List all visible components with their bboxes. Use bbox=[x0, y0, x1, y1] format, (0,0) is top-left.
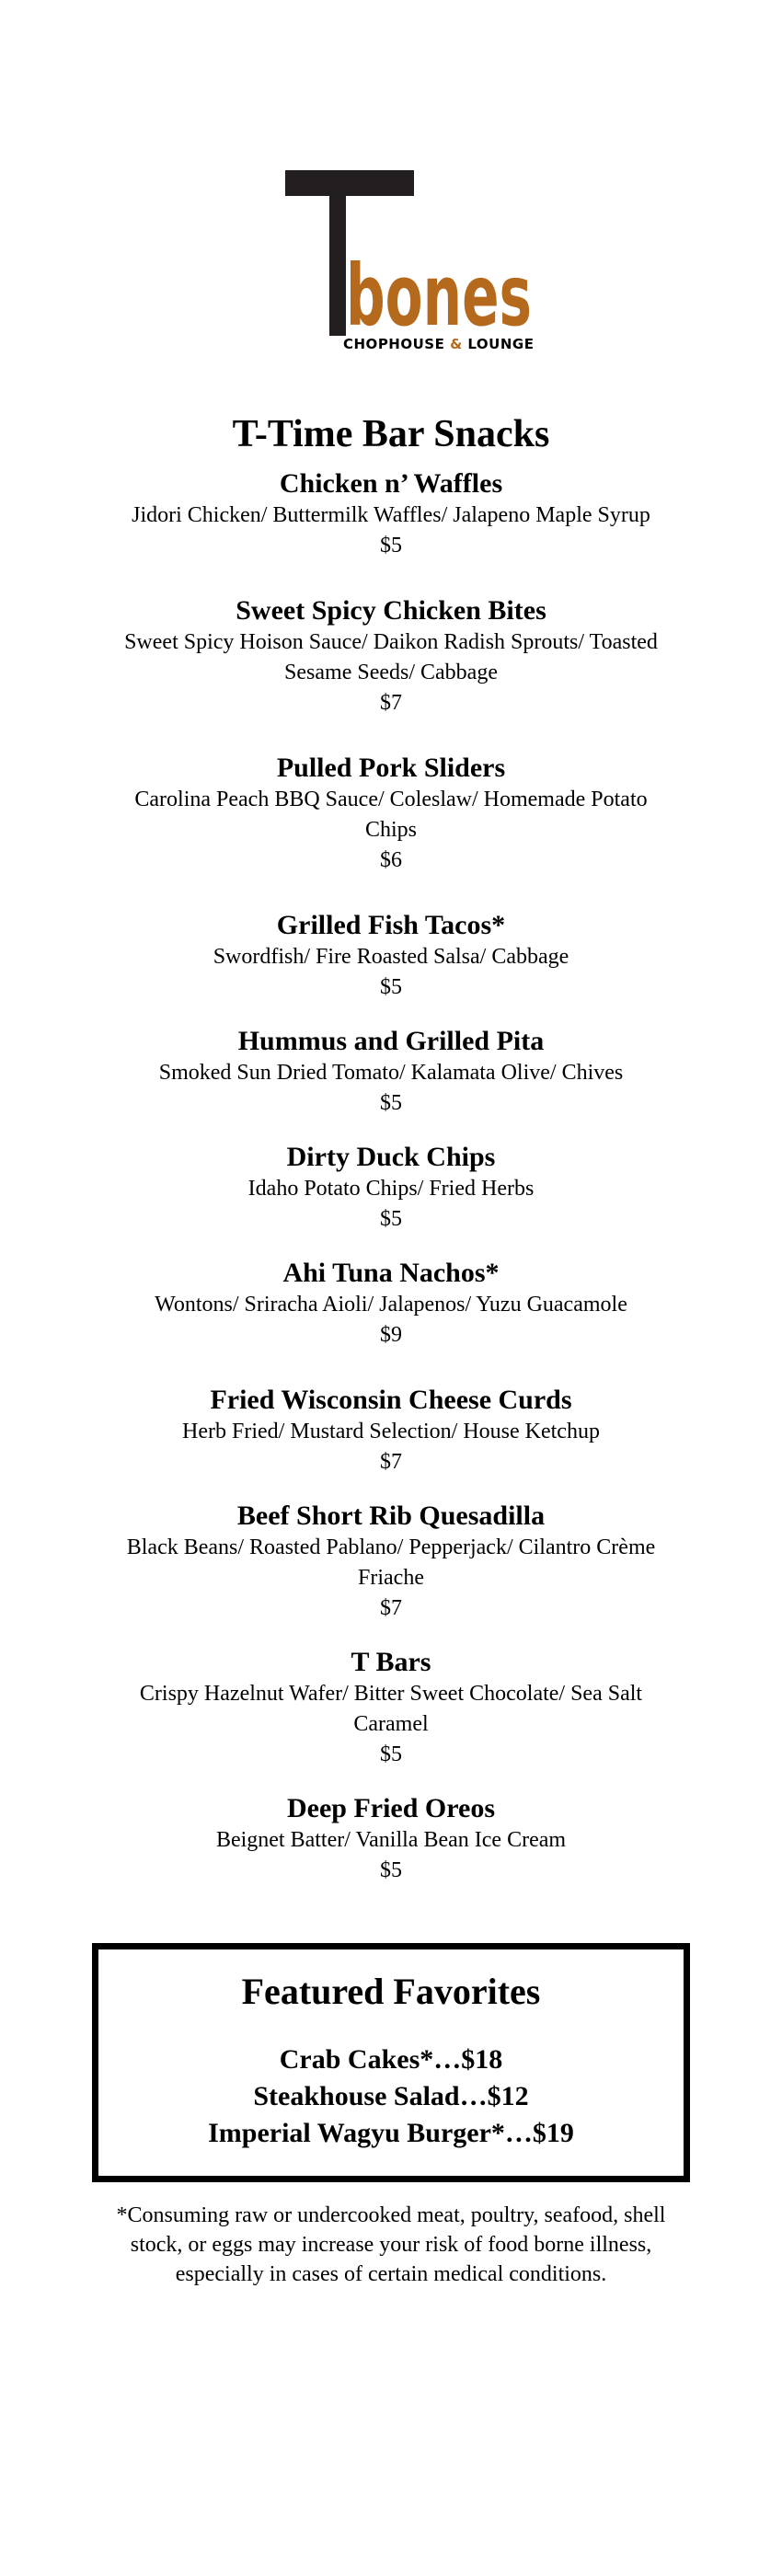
menu-item-description: Jidori Chicken/ Buttermilk Waffles/ Jalapeno Maple Syrup bbox=[132, 503, 650, 527]
menu-item-price: $5 bbox=[380, 1207, 402, 1231]
menu-item-name: Chicken n’ Waffles bbox=[279, 468, 503, 499]
menu-item-price: $5 bbox=[380, 975, 402, 999]
menu-item bbox=[110, 594, 672, 719]
logo-subtitle-ampersand: & bbox=[450, 336, 463, 352]
menu-item-description: Herb Fried/ Mustard Selection/ House Ketchup bbox=[182, 1420, 600, 1443]
menu-item-description: Black Beans/ Roasted Pablano/ Pepperjack/ Cilantro Crème Friache bbox=[126, 1535, 656, 1590]
menu-item-description: Wontons/ Sriracha Aioli/ Jalapenos/ Yuzu Guacamole bbox=[155, 1293, 627, 1317]
menu-item-name: Dirty Duck Chips bbox=[286, 1142, 496, 1172]
featured-item: Crab Cakes*…$18 bbox=[279, 2044, 503, 2075]
menu-item bbox=[110, 1025, 672, 1119]
logo-t-stem bbox=[329, 170, 346, 336]
featured-title: Featured Favorites bbox=[241, 1971, 541, 2012]
menu-item-description: Smoked Sun Dried Tomato/ Kalamata Olive/ Chives bbox=[158, 1061, 624, 1085]
menu-item-price: $7 bbox=[380, 691, 402, 715]
menu-item-price: $5 bbox=[380, 1742, 402, 1766]
menu-item-description: Swordfish/ Fire Roasted Salsa/ Cabbage bbox=[213, 945, 569, 969]
menu-item-description: Carolina Peach BBQ Sauce/ Coleslaw/ Homemade Potato Chips bbox=[134, 788, 648, 842]
tbones-logo bbox=[285, 170, 534, 363]
menu-item-price: $7 bbox=[380, 1596, 402, 1620]
menu-item bbox=[110, 1646, 672, 1770]
menu-item-price: $6 bbox=[380, 848, 402, 872]
menu-item-price: $9 bbox=[380, 1323, 402, 1347]
menu-item-name: Ahi Tuna Nachos* bbox=[282, 1258, 500, 1288]
menu-item bbox=[110, 1384, 672, 1478]
menu-item-name: Deep Fried Oreos bbox=[286, 1793, 496, 1823]
menu-item bbox=[110, 1792, 672, 1886]
menu-item-price: $5 bbox=[380, 1091, 402, 1115]
menu-item-name: Pulled Pork Sliders bbox=[276, 753, 506, 783]
menu-items-list bbox=[110, 467, 672, 1886]
menu-item-name: Grilled Fish Tacos* bbox=[276, 910, 506, 940]
featured-item: Steakhouse Salad…$12 bbox=[253, 2081, 529, 2111]
menu-item bbox=[110, 1141, 672, 1235]
menu-item-name: Sweet Spicy Chicken Bites bbox=[236, 595, 546, 626]
featured-list bbox=[98, 2041, 684, 2152]
menu-item-description: Crispy Hazelnut Wafer/ Bitter Sweet Chocolate/ Sea Salt Caramel bbox=[139, 1682, 643, 1736]
menu-item bbox=[110, 1500, 672, 1624]
menu-item bbox=[110, 467, 672, 561]
menu-item-description: Sweet Spicy Hoison Sauce/ Daikon Radish Sprouts/ Toasted Sesame Seeds/ Cabbage bbox=[124, 630, 658, 684]
menu-item bbox=[110, 909, 672, 1003]
logo-subtitle-chophouse: CHOPHOUSE bbox=[343, 336, 451, 352]
logo-subtitle bbox=[343, 336, 534, 352]
featured-favorites-box bbox=[92, 1943, 690, 2182]
menu-item-price: $5 bbox=[380, 534, 402, 558]
logo-wordmark: bones bbox=[346, 247, 532, 336]
menu-title: T-Time Bar Snacks bbox=[232, 413, 550, 455]
logo-graphic bbox=[285, 170, 534, 336]
menu-item-description: Beignet Batter/ Vanilla Bean Ice Cream bbox=[215, 1828, 567, 1852]
featured-item: Imperial Wagyu Burger*…$19 bbox=[208, 2118, 574, 2148]
menu-item-price: $5 bbox=[380, 1858, 402, 1882]
menu-item-name: Fried Wisconsin Cheese Curds bbox=[210, 1385, 572, 1415]
menu-item-price: $7 bbox=[380, 1450, 402, 1474]
logo-subtitle-lounge: LOUNGE bbox=[462, 336, 535, 352]
logo-t-bar bbox=[285, 170, 414, 196]
menu-item-description: Idaho Potato Chips/ Fried Herbs bbox=[247, 1177, 535, 1201]
menu-item bbox=[110, 1257, 672, 1351]
menu-item-name: Hummus and Grilled Pita bbox=[237, 1026, 545, 1056]
menu-item bbox=[110, 752, 672, 876]
health-disclaimer: *Consuming raw or undercooked meat, poultry, seafood, shell stock, or eggs may increase your risk of food borne illness, especially in cases of certain medical conditions. bbox=[116, 2203, 666, 2286]
menu-item-name: T Bars bbox=[351, 1647, 431, 1677]
menu-item-name: Beef Short Rib Quesadilla bbox=[236, 1501, 546, 1531]
